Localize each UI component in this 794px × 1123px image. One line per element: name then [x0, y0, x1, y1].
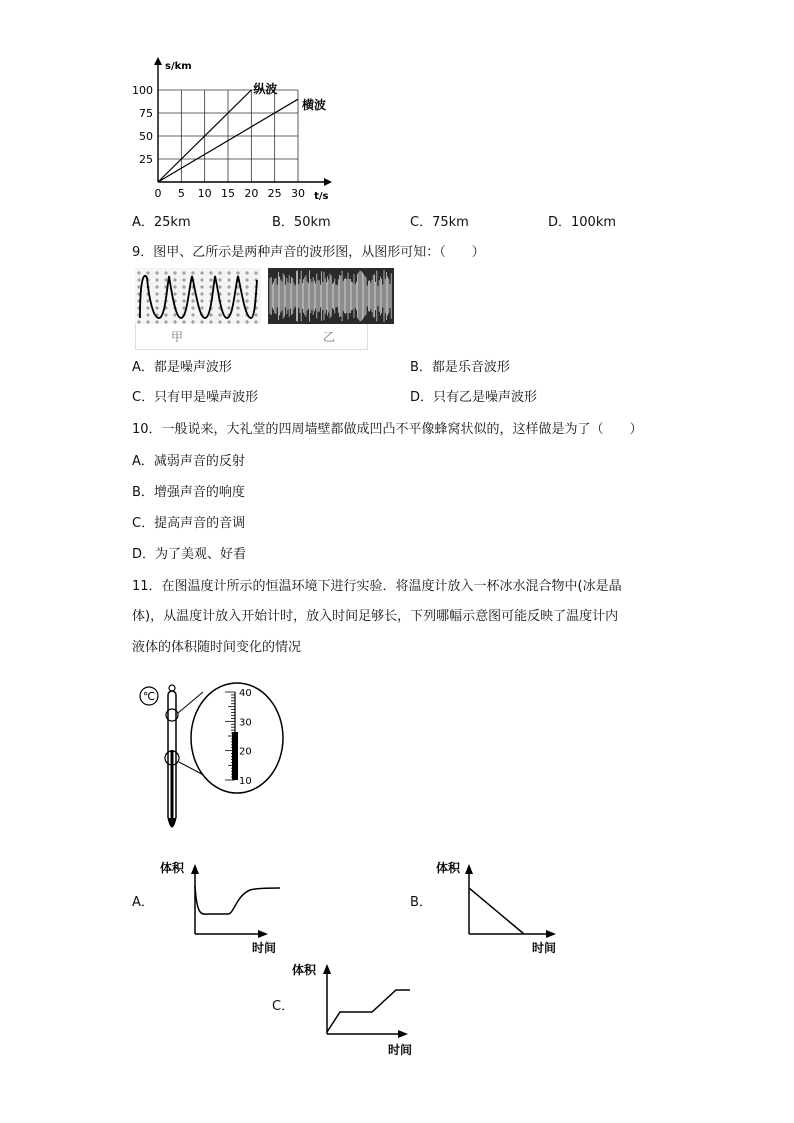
q11-graph-a[interactable] — [160, 858, 290, 954]
q11-stem-line-3: 液体的体积随时间变化的情况 — [132, 640, 302, 655]
q9-option-a[interactable]: A．都是噪声波形 — [132, 360, 232, 375]
x-tick-label: 30 — [291, 187, 305, 200]
graph-a-ylabel: 体积 — [160, 861, 185, 875]
q8-option-b[interactable]: B．50km — [272, 215, 331, 230]
x-tick-label: 20 — [244, 187, 259, 200]
q11-stem-line-1: 11．在图温度计所示的恒温环境下进行实验．将温度计放入一杯冰水混合物中(冰是晶 — [132, 579, 622, 594]
q10-option-d[interactable]: D．为了美观、好看 — [132, 547, 247, 562]
scale-label: 10 — [239, 776, 252, 787]
chart-labels — [132, 61, 329, 202]
waveform-b-label: 乙 — [323, 330, 336, 344]
q11-stem-line-2: 体)，从温度计放入开始计时，放入时间足够长，下列哪幅示意图可能反映了温度计内 — [132, 609, 619, 624]
x-axis-arrow — [324, 178, 332, 186]
waveform-a-label: 甲 — [171, 330, 184, 344]
waveform-a-image — [135, 268, 261, 324]
scale-label: 40 — [239, 688, 252, 699]
graph-b-xlabel: 时间 — [532, 941, 557, 954]
x-tick-label: 15 — [221, 187, 235, 200]
q11-graph-b[interactable] — [436, 858, 566, 954]
y-tick-label: 50 — [139, 130, 153, 143]
graph-b-ylabel: 体积 — [436, 861, 461, 875]
q9-stem: 9．图甲、乙所示是两种声音的波形图，从图形可知：（ ） — [132, 245, 485, 260]
q8-option-c[interactable]: C．75km — [410, 215, 469, 230]
q11-graph-c-label[interactable]: C． — [272, 999, 295, 1014]
q11-graph-a-label[interactable]: A． — [132, 895, 154, 910]
series-label-longitudinal: 纵波 — [253, 82, 278, 96]
x-tick-label: 10 — [197, 187, 212, 200]
x-tick-label: 0 — [154, 187, 162, 200]
q10-option-c[interactable]: C．提高声音的音调 — [132, 516, 246, 531]
x-tick-label: 5 — [177, 187, 185, 200]
thermometer-figure — [135, 680, 285, 840]
q8-option-d[interactable]: D．100km — [548, 215, 617, 230]
q10-stem: 10．一般说来，大礼堂的四周墙壁都做成凹凸不平像蜂窝状似的，这样做是为了（ ） — [132, 422, 643, 437]
chart-axes — [154, 57, 332, 186]
chart-grid — [158, 90, 298, 182]
graph-c-ylabel: 体积 — [292, 963, 317, 977]
q9-waveform-panel — [135, 268, 368, 350]
thermometer-unit-label: ℃ — [142, 690, 156, 703]
q8-option-a[interactable]: A．25km — [132, 215, 191, 230]
scale-label: 20 — [239, 746, 252, 758]
graph-a-xlabel: 时间 — [252, 941, 277, 954]
x-axis-label: t/s — [314, 191, 329, 202]
q8-distance-time-chart — [125, 55, 345, 205]
waveform-b-image — [268, 268, 394, 324]
y-tick-label: 75 — [139, 107, 153, 120]
q9-option-c[interactable]: C．只有甲是噪声波形 — [132, 390, 259, 405]
q10-option-b[interactable]: B．增强声音的响度 — [132, 485, 245, 500]
q11-graph-c[interactable] — [292, 958, 422, 1058]
series-label-transverse: 横波 — [302, 98, 327, 113]
q9-option-b[interactable]: B．都是乐音波形 — [410, 360, 510, 375]
q11-graph-b-label[interactable]: B． — [410, 895, 432, 910]
x-tick-label: 25 — [267, 187, 282, 200]
scale-label: 30 — [239, 717, 252, 729]
y-axis-arrow — [154, 57, 162, 65]
q10-option-a[interactable]: A．减弱声音的反射 — [132, 454, 245, 469]
y-tick-label: 100 — [132, 84, 153, 97]
q9-option-d[interactable]: D．只有乙是噪声波形 — [410, 390, 538, 405]
graph-c-xlabel: 时间 — [388, 1043, 413, 1057]
y-tick-label: 25 — [139, 153, 153, 166]
y-axis-label: s/km — [165, 61, 192, 72]
